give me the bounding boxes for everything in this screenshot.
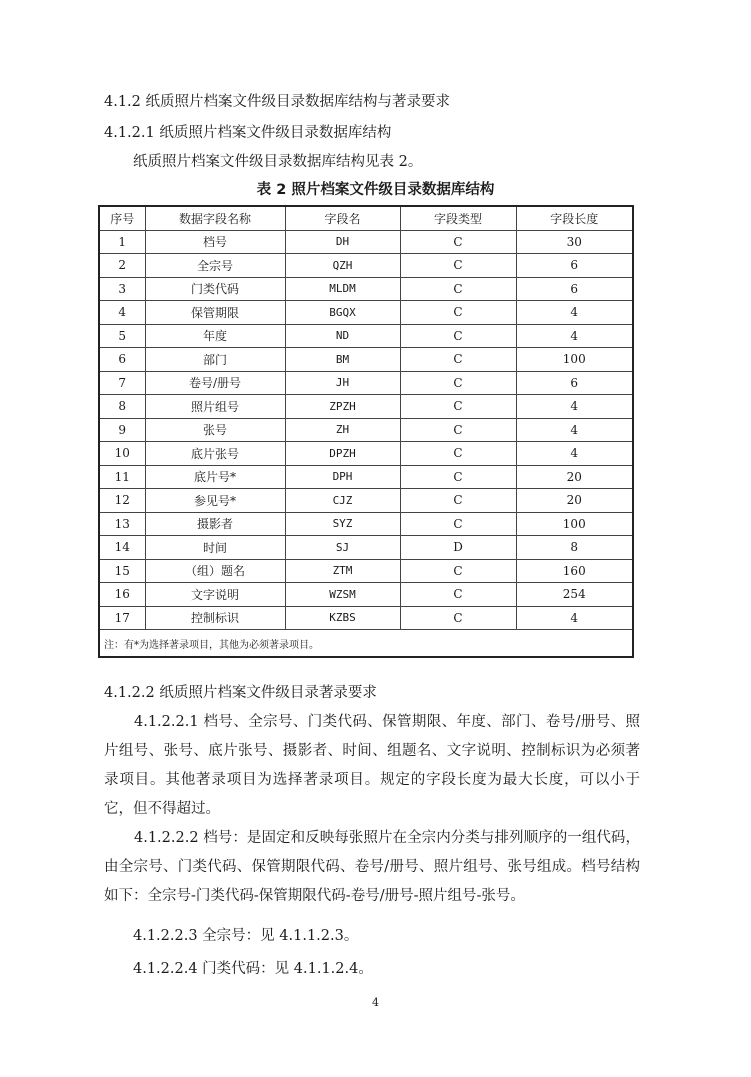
table-row: [99, 442, 633, 466]
cell-field-code: WZSM: [285, 583, 400, 607]
cell-field-length: 100: [516, 512, 633, 536]
subsection-heading-requirements: 4.1.2.2 纸质照片档案文件级目录著录要求: [104, 685, 377, 701]
header-field-code: 字段名: [285, 206, 400, 230]
cell-field-code: KZBS: [285, 606, 400, 630]
paragraph-category-code: 4.1.2.2.4 门类代码：见 4.1.1.2.4。: [133, 961, 373, 977]
table-row: [99, 512, 633, 536]
header-seq: 序号: [99, 206, 145, 230]
cell-field-code: DPH: [285, 465, 400, 489]
cell-field-code: SJ: [285, 536, 400, 560]
cell-field-name: 时间: [145, 536, 285, 560]
cell-field-name: 全宗号: [145, 254, 285, 278]
table-row: [99, 348, 633, 372]
cell-field-length: 6: [516, 371, 633, 395]
cell-field-name: 档号: [145, 230, 285, 254]
header-field-name: 数据字段名称: [145, 206, 285, 230]
header-field-type: 字段类型: [400, 206, 516, 230]
cell-field-length: 8: [516, 536, 633, 560]
table-row: [99, 254, 633, 278]
cell-field-length: 100: [516, 348, 633, 372]
table-row: [99, 301, 633, 325]
cell-seq: 7: [99, 371, 145, 395]
cell-field-type: C: [400, 395, 516, 419]
cell-seq: 6: [99, 348, 145, 372]
cell-seq: 1: [99, 230, 145, 254]
cell-seq: 11: [99, 465, 145, 489]
cell-field-type: C: [400, 559, 516, 583]
table-row: [99, 606, 633, 630]
cell-seq: 17: [99, 606, 145, 630]
table-row: [99, 230, 633, 254]
table-row: [99, 465, 633, 489]
cell-field-code: MLDM: [285, 277, 400, 301]
cell-field-name: 张号: [145, 418, 285, 442]
table-row: [99, 418, 633, 442]
cell-field-name: 保管期限: [145, 301, 285, 325]
cell-field-length: 20: [516, 489, 633, 513]
cell-field-code: SYZ: [285, 512, 400, 536]
cell-field-name: 底片号*: [145, 465, 285, 489]
cell-field-length: 160: [516, 559, 633, 583]
cell-field-code: ND: [285, 324, 400, 348]
cell-field-length: 30: [516, 230, 633, 254]
intro-text: 纸质照片档案文件级目录数据库结构见表 2。: [133, 154, 423, 170]
cell-field-type: C: [400, 371, 516, 395]
cell-field-type: C: [400, 489, 516, 513]
cell-field-type: C: [400, 583, 516, 607]
cell-field-type: C: [400, 254, 516, 278]
table-row: [99, 559, 633, 583]
cell-field-name: 照片组号: [145, 395, 285, 419]
cell-field-type: C: [400, 512, 516, 536]
subsection-heading-structure: 4.1.2.1 纸质照片档案文件级目录数据库结构: [104, 125, 392, 141]
cell-field-name: 卷号/册号: [145, 371, 285, 395]
cell-field-code: BM: [285, 348, 400, 372]
paragraph-fonds-number: 4.1.2.2.3 全宗号：见 4.1.1.2.3。: [133, 928, 359, 944]
cell-seq: 13: [99, 512, 145, 536]
cell-field-code: ZTM: [285, 559, 400, 583]
cell-seq: 3: [99, 277, 145, 301]
cell-field-name: 文字说明: [145, 583, 285, 607]
header-field-length: 字段长度: [516, 206, 633, 230]
table-note-row: [99, 630, 633, 658]
cell-field-code: BGQX: [285, 301, 400, 325]
cell-field-type: C: [400, 301, 516, 325]
cell-field-type: C: [400, 277, 516, 301]
cell-field-code: CJZ: [285, 489, 400, 513]
cell-field-length: 254: [516, 583, 633, 607]
cell-seq: 4: [99, 301, 145, 325]
cell-field-name: 底片张号: [145, 442, 285, 466]
cell-field-code: DH: [285, 230, 400, 254]
cell-field-code: ZH: [285, 418, 400, 442]
table-row: [99, 536, 633, 560]
cell-field-type: C: [400, 324, 516, 348]
cell-field-name: 控制标识: [145, 606, 285, 630]
cell-field-length: 6: [516, 254, 633, 278]
cell-seq: 9: [99, 418, 145, 442]
section-heading: 4.1.2 纸质照片档案文件级目录数据库结构与著录要求: [104, 94, 451, 110]
cell-field-length: 4: [516, 395, 633, 419]
cell-field-code: QZH: [285, 254, 400, 278]
cell-field-length: 20: [516, 465, 633, 489]
cell-field-code: DPZH: [285, 442, 400, 466]
cell-seq: 14: [99, 536, 145, 560]
table-note: 注：有*为选择著录项目，其他为必须著录项目。: [99, 630, 633, 658]
cell-seq: 15: [99, 559, 145, 583]
table-caption: 表 2 照片档案文件级目录数据库结构: [256, 182, 495, 198]
cell-seq: 16: [99, 583, 145, 607]
paragraph-archive-number: 4.1.2.2.2 档号：是固定和反映每张照片在全宗内分类与排列顺序的一组代码，由全宗号、门类代码、保管期限代码、卷号/册号、照片组号、张号组成。档号结构如下：全宗号-门类代码-保管期限代码-卷号/册号-照片组号-张号。: [104, 830, 640, 904]
table-header-row: [99, 206, 633, 230]
cell-field-name: 门类代码: [145, 277, 285, 301]
table-row: [99, 277, 633, 301]
cell-field-type: C: [400, 230, 516, 254]
cell-field-length: 4: [516, 418, 633, 442]
cell-seq: 10: [99, 442, 145, 466]
cell-field-length: 4: [516, 606, 633, 630]
table-row: [99, 395, 633, 419]
cell-field-type: C: [400, 465, 516, 489]
table-body: [99, 230, 633, 630]
cell-field-length: 6: [516, 277, 633, 301]
cell-field-length: 4: [516, 324, 633, 348]
database-structure-table: [98, 205, 634, 658]
cell-field-length: 4: [516, 301, 633, 325]
cell-seq: 12: [99, 489, 145, 513]
cell-field-code: ZPZH: [285, 395, 400, 419]
table-row: [99, 324, 633, 348]
cell-field-type: D: [400, 536, 516, 560]
page-number: 4: [372, 996, 379, 1009]
cell-field-type: C: [400, 606, 516, 630]
table-row: [99, 371, 633, 395]
table-row: [99, 583, 633, 607]
cell-field-type: C: [400, 442, 516, 466]
cell-field-code: JH: [285, 371, 400, 395]
cell-field-name: 部门: [145, 348, 285, 372]
cell-field-type: C: [400, 418, 516, 442]
cell-field-name: （组）题名: [145, 559, 285, 583]
cell-field-name: 年度: [145, 324, 285, 348]
paragraph-required-items: 4.1.2.2.1 档号、全宗号、门类代码、保管期限、年度、部门、卷号/册号、照片组号、张号、底片张号、摄影者、时间、组题名、文字说明、控制标识为必须著录项目。其他著录项目为选择著录项目。规定的字段长度为最大长度，可以小于它，但不得超过。: [104, 714, 640, 817]
cell-field-name: 参见号*: [145, 489, 285, 513]
cell-seq: 5: [99, 324, 145, 348]
cell-seq: 8: [99, 395, 145, 419]
table-row: [99, 489, 633, 513]
cell-seq: 2: [99, 254, 145, 278]
cell-field-type: C: [400, 348, 516, 372]
cell-field-length: 4: [516, 442, 633, 466]
cell-field-name: 摄影者: [145, 512, 285, 536]
